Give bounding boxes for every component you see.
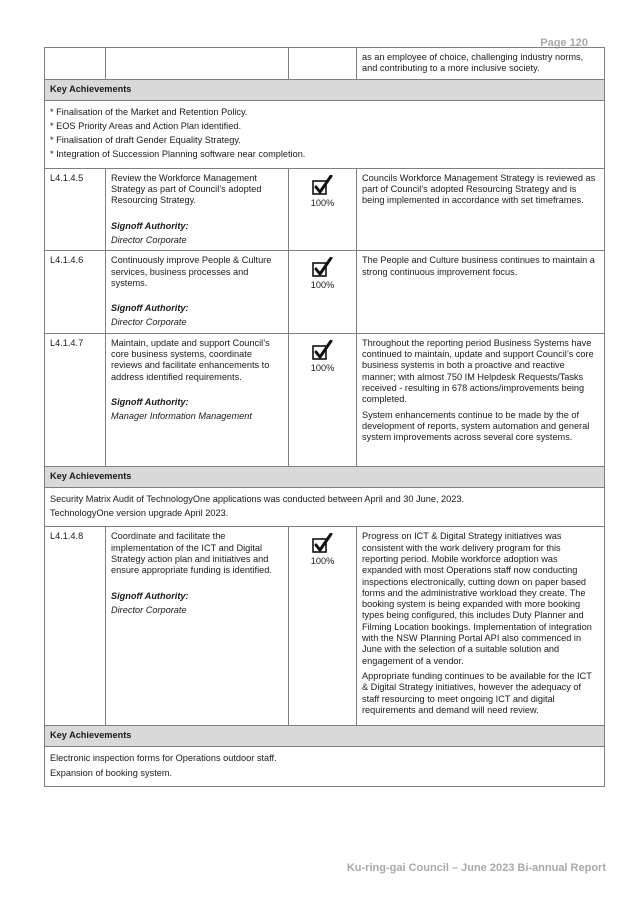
signoff-name: Director Corporate xyxy=(111,604,187,615)
progress-value: 100% xyxy=(310,556,335,567)
page-number: Page 120 xyxy=(540,37,588,49)
action-code: L4.1.4.5 xyxy=(45,168,106,250)
comment-paragraph: The People and Culture business continues to maintain a strong continuous improvement focus. xyxy=(362,255,595,277)
comment-paragraph: as an employee of choice, challenging industry norms, and contributing to a more inclusive society. xyxy=(362,52,584,74)
comment-paragraph: Councils Workforce Management Strategy is reviewed as part of Council’s adopted Resourcing Strategy and is being implemented in accordance with set timeframes. xyxy=(362,172,596,206)
signoff-label: Signoff Authority: xyxy=(111,396,189,407)
action-description: Coordinate and facilitate the implementation of the ICT and Digital Strategy action plan and initiatives and ensure appropriate funding is identified. xyxy=(111,531,272,576)
comment-cell xyxy=(357,251,605,333)
action-code: L4.1.4.8 xyxy=(45,527,106,726)
action-code: L4.1.4.7 xyxy=(45,333,106,466)
status-cell xyxy=(289,251,357,333)
action-table xyxy=(44,47,605,787)
achievement-item: * Finalisation of the Market and Retention Policy. xyxy=(50,106,248,117)
action-description-cell xyxy=(106,527,289,726)
table-row xyxy=(45,251,605,333)
comment-paragraph: Appropriate funding continues to be available for the ICT & Digital Strategy initiatives, however the adequacy of staff resourcing to meet ongoing ICT and digital requirements and demand will need review. xyxy=(362,670,592,715)
action-description: Review the Workforce Management Strategy as part of Council’s adopted Resourcing Strategy. xyxy=(111,172,262,206)
action-description-cell xyxy=(106,333,289,466)
checkmark-icon xyxy=(312,533,334,555)
action-code: L4.1.4.6 xyxy=(45,251,106,333)
comment-cell xyxy=(357,168,605,250)
achievement-item: Expansion of booking system. xyxy=(50,767,173,778)
status-cell xyxy=(289,333,357,466)
comment-paragraph: Progress on ICT & Digital Strategy initiatives was consistent with the work delivery program for this reporting period. Mobile workforce adoption was expanded with most Operations staff now conducting inspections electronically, cutting down on paper based forms and the administrative workload they create. The booking system is being expanded with more booking types being configured, this includes Duty Planner and Filming Location bookings. Implementation of integration with the NSW Planning Portal API also commenced in June with the selection of a suitable solution and engagement of a vendor. xyxy=(362,531,592,666)
action-description-cell xyxy=(106,251,289,333)
achievement-item: Electronic inspection forms for Operations outdoor staff. xyxy=(50,753,277,764)
signoff-label: Signoff Authority: xyxy=(111,220,189,231)
achievement-item: TechnologyOne version upgrade April 2023. xyxy=(50,508,229,519)
table-row xyxy=(45,168,605,250)
checkmark-icon xyxy=(312,257,334,279)
comment-paragraph: Throughout the reporting period Business Systems have continued to maintain, update and support Council’s core business systems in both a proactive and reactive manner; with almost 750 IM Helpdesk Requests/Tasks received - resulting in 678 actions/improvements being completed. xyxy=(362,337,594,405)
achievement-item: Security Matrix Audit of TechnologyOne applications was conducted between April and 30 June, 2023. xyxy=(50,493,465,504)
comment-cell xyxy=(357,333,605,466)
progress-value: 100% xyxy=(310,280,335,291)
status-cell xyxy=(289,168,357,250)
table-row xyxy=(45,527,605,726)
action-description: Maintain, update and support Council’s core business systems, coordinate reviews and facilitate enhancements to address identified requirements. xyxy=(111,337,270,382)
checkmark-icon xyxy=(312,340,334,362)
achievement-item: * EOS Priority Areas and Action Plan identified. xyxy=(50,120,241,131)
action-description: Continuously improve People & Culture services, business processes and systems. xyxy=(111,255,272,288)
key-achievements-header: Key Achievements xyxy=(45,466,605,487)
comment-cell xyxy=(357,48,605,80)
achievement-item: * Integration of Succession Planning software near completion. xyxy=(50,149,306,160)
key-achievements-body xyxy=(45,100,605,168)
status-cell xyxy=(289,527,357,726)
comment-paragraph: System enhancements continue to be made by the of development of reports, system automation and general system improvements across several core systems. xyxy=(362,409,590,443)
table-row xyxy=(45,333,605,466)
signoff-name: Director Corporate xyxy=(111,234,187,245)
key-achievements-header: Key Achievements xyxy=(45,726,605,747)
report-footer: Ku-ring-gai Council – June 2023 Bi-annual Report xyxy=(346,862,606,874)
key-achievements-body xyxy=(45,747,605,787)
signoff-name: Manager Information Management xyxy=(111,411,252,422)
signoff-label: Signoff Authority: xyxy=(111,590,189,601)
signoff-name: Director Corporate xyxy=(111,317,187,328)
progress-value: 100% xyxy=(310,197,335,208)
action-description-cell xyxy=(106,168,289,250)
comment-cell xyxy=(357,527,605,726)
checkmark-icon xyxy=(312,175,334,197)
progress-value: 100% xyxy=(310,362,335,373)
signoff-label: Signoff Authority: xyxy=(111,303,189,314)
key-achievements-header: Key Achievements xyxy=(45,79,605,100)
table-row-continued xyxy=(45,48,605,80)
key-achievements-body xyxy=(45,487,605,527)
achievement-item: * Finalisation of draft Gender Equality Strategy. xyxy=(50,135,241,146)
